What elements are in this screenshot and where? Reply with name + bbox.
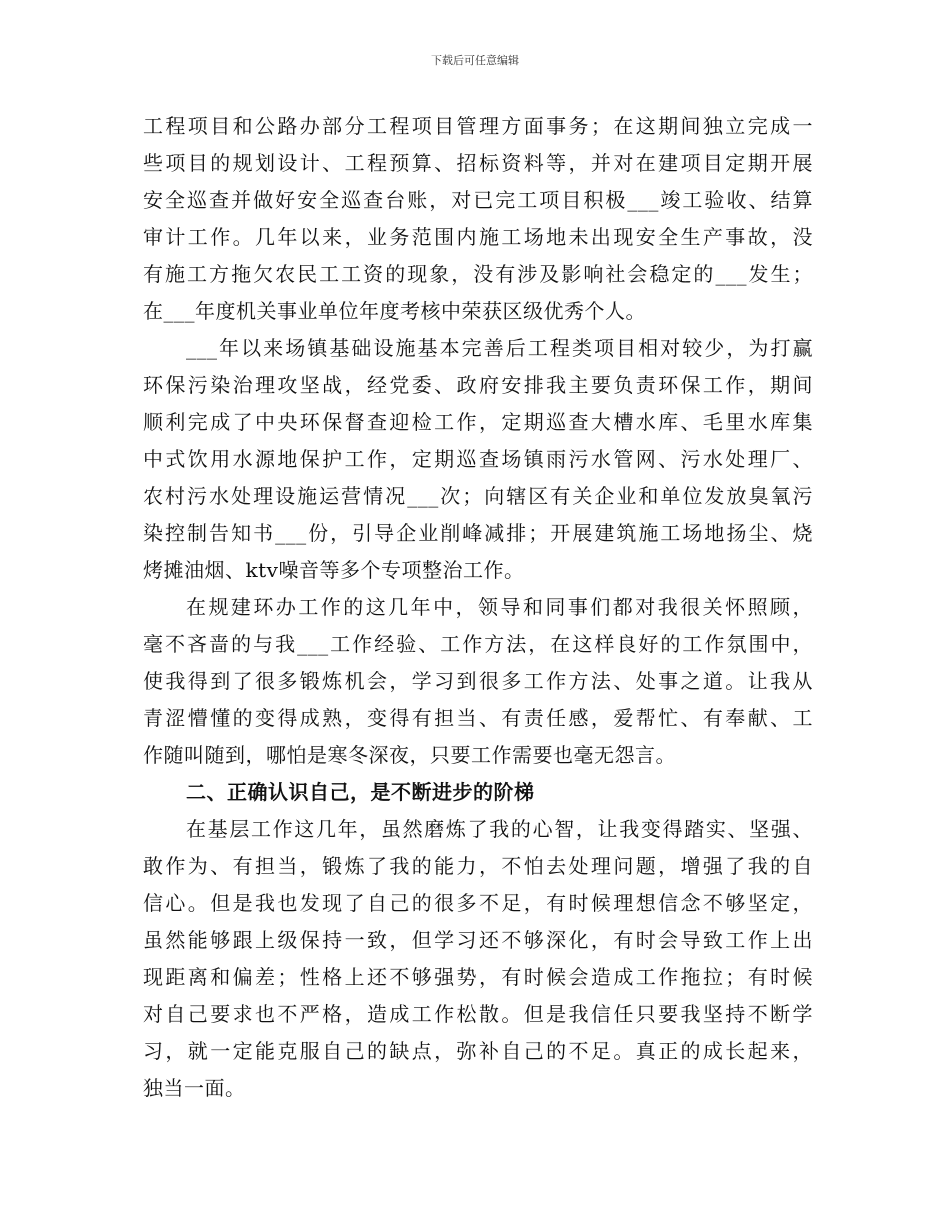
download-note: 下载后可任意编辑 [431, 54, 519, 67]
text-line: 敢作为、有担当，锻炼了我的能力，不怕去处理问题，增强了我的自 [143, 854, 813, 878]
text-line: 顺利完成了中央环保督查迎检工作，定期巡查大槽水库、毛里水库集 [143, 410, 813, 434]
text-line: 审计工作。几年以来，业务范围内施工场地未出现安全生产事故，没 [143, 225, 813, 249]
text-line: 独当一面。 [143, 1076, 246, 1100]
text-line: 烤摊油烟、ktv噪音等多个专项整治工作。 [143, 558, 525, 582]
text-line: 毫不吝啬的与我___工作经验、工作方法，在这样良好的工作氛围中， [143, 632, 813, 656]
text-line: 虽然能够跟上级保持一致，但学习还不够深化，有时会导致工作上出 [143, 928, 813, 952]
text-line: 有施工方拖欠农民工工资的现象，没有涉及影响社会稳定的___发生； [143, 262, 813, 286]
text-line: 在___年度机关事业单位年度考核中荣获区级优秀个人。 [143, 299, 646, 323]
text-line: 中式饮用水源地保护工作，定期巡查场镇雨污水管网、污水处理厂、 [143, 447, 813, 471]
text-line: 习，就一定能克服自己的缺点，弥补自己的不足。真正的成长起来， [143, 1039, 813, 1063]
text-line: 工程项目和公路办部分工程项目管理方面事务；在这期间独立完成一 [143, 114, 813, 138]
text-line: 对自己要求也不严格，造成工作松散。但是我信任只要我坚持不断学 [143, 1002, 813, 1026]
text-line: 些项目的规划设计、工程预算、招标资料等，并对在建项目定期开展 [143, 151, 813, 175]
section-heading: 二、正确认识自己，是不断进步的阶梯 [186, 780, 535, 804]
paragraph-2 [143, 330, 813, 589]
paragraph-3 [143, 589, 813, 774]
text-line: 在规建环办工作的这几年中，领导和同事们都对我很关怀照顾， [186, 595, 813, 619]
text-line: 安全巡查并做好安全巡查台账，对已完工项目积极___竣工验收、结算 [143, 188, 813, 212]
text-line: 染控制告知书___份，引导企业削峰减排；开展建筑施工场地扬尘、烧 [143, 521, 813, 545]
text-line: 现距离和偏差；性格上还不够强势，有时候会造成工作拖拉；有时候 [143, 965, 813, 989]
paragraph-4 [143, 811, 813, 1107]
text-line: 信心。但是我也发现了自己的很多不足，有时候理想信念不够坚定， [143, 891, 813, 915]
text-line: 使我得到了很多锻炼机会，学习到很多工作方法、处事之道。让我从 [143, 669, 813, 693]
text-line: 农村污水处理设施运营情况___次；向辖区有关企业和单位发放臭氧污 [143, 484, 813, 508]
paragraph-1 [143, 108, 813, 330]
text-line: 环保污染治理攻坚战，经党委、政府安排我主要负责环保工作，期间 [143, 373, 813, 397]
document-body [143, 108, 813, 1107]
text-line: ___年以来场镇基础设施基本完善后工程类项目相对较少，为打赢 [186, 336, 813, 360]
text-line: 作随叫随到，哪怕是寒冬深夜，只要工作需要也毫无怨言。 [143, 743, 676, 767]
text-line: 在基层工作这几年，虽然磨炼了我的心智，让我变得踏实、坚强、 [186, 817, 813, 841]
text-line: 青涩懵懂的变得成熟，变得有担当、有责任感，爱帮忙、有奉献、工 [143, 706, 813, 730]
